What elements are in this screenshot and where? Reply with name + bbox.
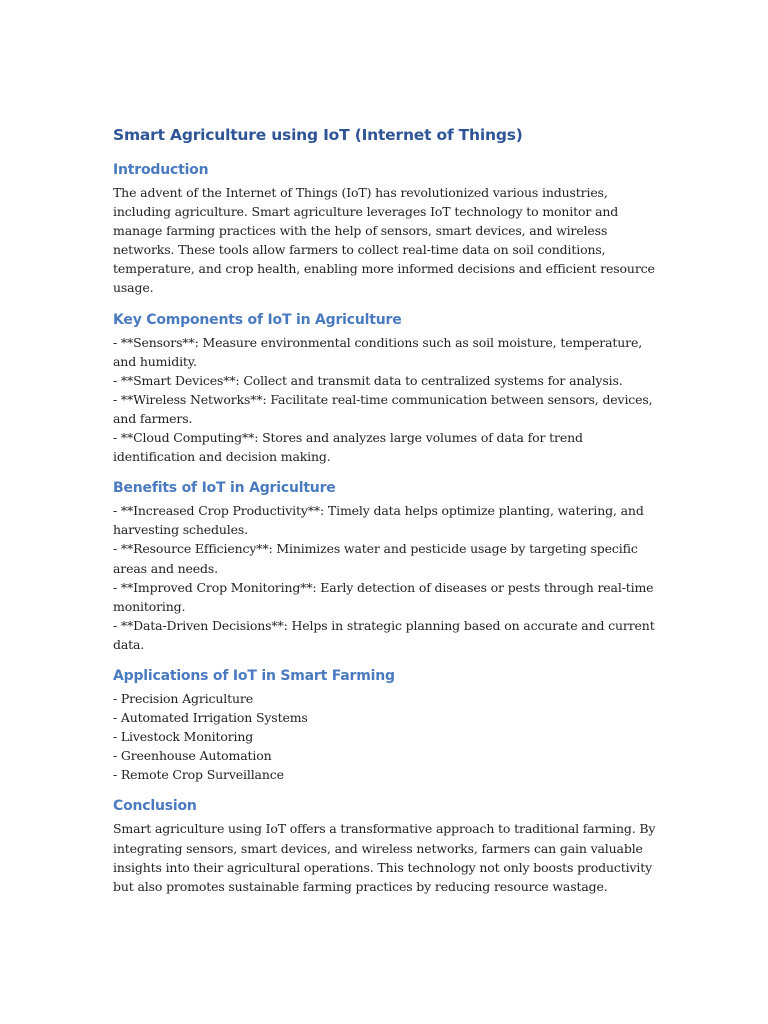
benefits-list [113,501,661,654]
introduction-paragraph: The advent of the Internet of Things (IoT) has revolutionized various industries, including agriculture. Smart agriculture leverages IoT technology to monitor and manage farming practices with the help of sensors, smart devices, and wireless networks. These tools allow farmers to collect real-time data on soil conditions, temperature, and crop health, enabling more informed decisions and efficient resource usage. [113,185,655,296]
list-item: - Greenhouse Automation [113,748,272,764]
section-heading-applications: Applications of IoT in Smart Farming [113,667,395,684]
applications-section [113,666,661,784]
section-heading-components: Key Components of IoT in Agriculture [113,311,402,328]
list-item: - Automated Irrigation Systems [113,710,308,726]
conclusion-section [113,796,661,895]
section-heading-conclusion: Conclusion [113,798,197,815]
list-item: - **Data-Driven Decisions**: Helps in strategic planning based on accurate and current data. [113,617,655,652]
list-item: - **Resource Efficiency**: Minimizes water and pesticide usage by targeting specific areas and needs. [113,541,638,576]
applications-list [113,689,661,784]
introduction-section [113,160,661,298]
list-item: - Livestock Monitoring [113,729,254,745]
section-heading-introduction: Introduction [113,162,209,178]
list-item: - **Wireless Networks**: Facilitate real-time communication between sensors, devices, and farmers. [113,391,653,426]
list-item: - Remote Crop Surveillance [113,767,284,783]
components-section [113,310,661,467]
components-list [113,333,661,467]
document-page [113,124,661,908]
list-item: - **Cloud Computing**: Stores and analyzes large volumes of data for trend identification and decision making. [113,430,583,465]
document-title: Smart Agriculture using IoT (Internet of Things) [113,126,523,144]
list-item: - **Increased Crop Productivity**: Timely data helps optimize planting, watering, and harvesting schedules. [113,503,644,538]
list-item: - **Improved Crop Monitoring**: Early detection of diseases or pests through real-time monitoring. [113,579,654,614]
conclusion-paragraph: Smart agriculture using IoT offers a transformative approach to traditional farming. By integrating sensors, smart devices, and wireless networks, farmers can gain valuable insights into their agricultural operations. This technology not only boosts productivity but also promotes sustainable farming practices by reducing resource wastage. [113,821,656,894]
list-item: - **Sensors**: Measure environmental conditions such as soil moisture, temperature, and humidity. [113,334,643,369]
benefits-section [113,478,661,654]
list-item: - Precision Agriculture [113,690,253,706]
list-item: - **Smart Devices**: Collect and transmit data to centralized systems for analysis. [113,372,623,388]
section-heading-benefits: Benefits of IoT in Agriculture [113,480,336,497]
